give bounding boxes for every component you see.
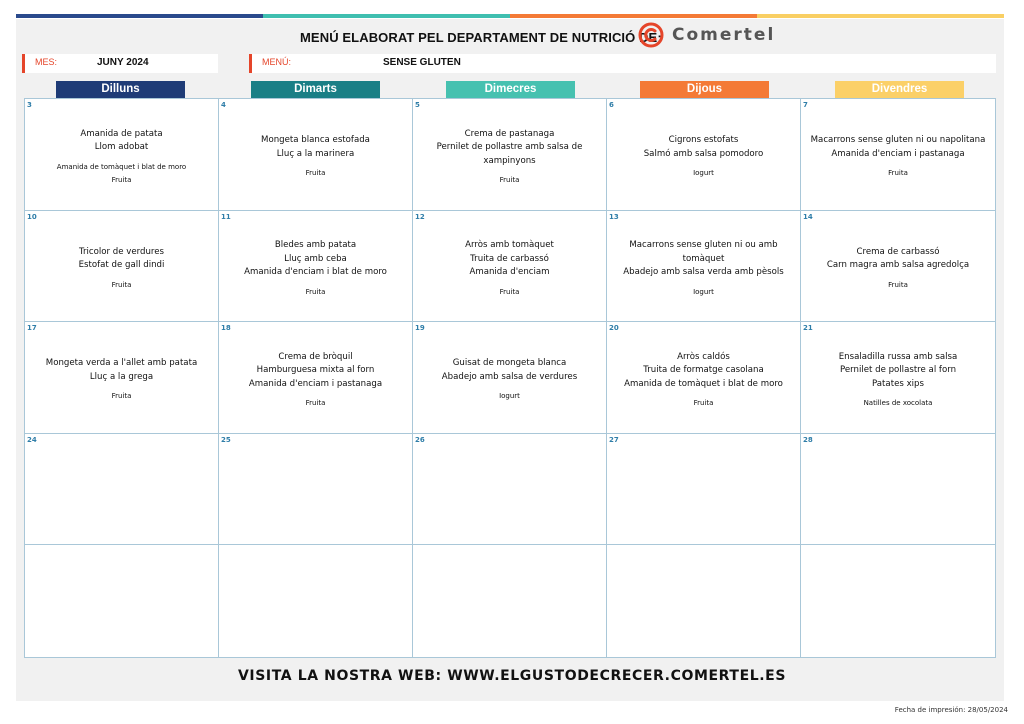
- dish-item: Lluç a la marinera: [276, 148, 355, 159]
- menu-type-field: [249, 54, 996, 73]
- dish-item: Crema de carbassó: [856, 246, 940, 257]
- dish-item: Abadejo amb salsa verda amb pèsols: [623, 267, 784, 278]
- month-value: JUNY 2024: [97, 57, 149, 68]
- dish-item: Hamburguesa mixta al forn: [256, 365, 375, 376]
- day-menu: [417, 545, 602, 657]
- day-cell: [801, 545, 995, 657]
- day-menu: [805, 211, 991, 322]
- day-number: 27: [609, 435, 619, 444]
- day-cell: [801, 99, 995, 211]
- weekday-wednesday: Dimecres: [446, 81, 575, 98]
- dish-item: Amanida d'enciam: [469, 267, 550, 278]
- dish-item: Lluç a la grega: [89, 371, 154, 382]
- page-title: MENÚ ELABORAT PEL DEPARTAMENT DE NUTRICIÓ DE:: [300, 30, 662, 45]
- dish-item: Pernilet de pollastre al forn: [839, 365, 957, 376]
- day-cell: [219, 211, 413, 323]
- day-menu: [223, 545, 408, 657]
- day-cell: [801, 434, 995, 546]
- stripe-blue: [16, 14, 263, 18]
- day-cell: [607, 545, 801, 657]
- dessert-item: Fruita: [111, 280, 132, 289]
- day-menu: [29, 211, 214, 322]
- dessert-item: Fruita: [111, 175, 132, 184]
- weekday-header-row: [24, 81, 996, 98]
- day-menu: [417, 211, 602, 322]
- dessert-item: Fruita: [305, 169, 326, 178]
- dish-item: Crema de pastanaga: [464, 128, 555, 139]
- month-field: [22, 54, 218, 73]
- dessert-item: Fruita: [888, 169, 908, 178]
- day-number: 7: [803, 101, 808, 109]
- day-number: 17: [27, 324, 37, 333]
- day-menu: [223, 322, 408, 433]
- day-cell: [219, 322, 413, 434]
- day-cell: [219, 545, 413, 657]
- day-number: 21: [803, 324, 813, 333]
- day-menu: [805, 322, 991, 433]
- day-number: 24: [27, 435, 37, 444]
- day-number: 4: [221, 101, 226, 109]
- day-number: 28: [803, 435, 813, 444]
- day-cell: [413, 545, 607, 657]
- dish-item: Ensaladilla russa amb salsa: [838, 351, 958, 362]
- day-cell: [413, 211, 607, 323]
- day-cell: [607, 434, 801, 546]
- day-menu: [805, 434, 991, 545]
- dish-item: Salmó amb salsa pomodoro: [643, 148, 764, 159]
- day-menu: [611, 545, 796, 657]
- dessert-item: Amanida de tomàquet i blat de moro: [56, 162, 187, 171]
- dish-item: Guisat de mongeta blanca: [452, 358, 567, 369]
- day-cell: [607, 211, 801, 323]
- dish-item: Lluç amb ceba: [284, 253, 347, 264]
- dish-item: Amanida d'enciam i blat de moro: [244, 267, 387, 278]
- dish-item: Macarrons sense gluten ni ou amb tomàquet: [629, 240, 778, 264]
- day-cell: [413, 434, 607, 546]
- menu-type-value: SENSE GLUTEN: [383, 57, 461, 68]
- dish-item: Amanida de patata: [80, 128, 163, 139]
- dish-item: Arròs caldós: [677, 351, 730, 362]
- dish-item: Patates xips: [872, 378, 924, 389]
- dish-item: Mongeta blanca estofada: [261, 135, 370, 146]
- day-number: 13: [609, 212, 619, 221]
- day-menu: [611, 99, 796, 210]
- print-date: Fecha de impresión: 28/05/2024: [894, 706, 1008, 714]
- day-menu: [417, 434, 602, 545]
- day-cell: [413, 322, 607, 434]
- day-number: 26: [415, 435, 425, 444]
- dish-item: Macarrons sense gluten ni ou napolitana: [810, 135, 986, 146]
- dish-item: Bledes amb patata: [274, 240, 357, 251]
- logo-text: Comertel: [672, 25, 776, 45]
- day-menu: [805, 545, 991, 657]
- day-menu: [223, 211, 408, 322]
- day-menu: [611, 434, 796, 545]
- day-menu: [805, 99, 991, 210]
- day-cell: [801, 322, 995, 434]
- day-number: 20: [609, 324, 619, 333]
- top-color-stripes: [16, 14, 1004, 18]
- dessert-item: Fruita: [305, 399, 326, 408]
- dish-item: Carn magra amb salsa agredolça: [826, 260, 970, 271]
- day-menu: [417, 99, 602, 210]
- day-menu: [611, 322, 796, 433]
- dessert-item: Fruita: [693, 399, 714, 408]
- menu-type-label: MENÚ:: [262, 57, 291, 67]
- day-number: 5: [415, 101, 420, 109]
- dish-item: Abadejo amb salsa de verdures: [441, 371, 578, 382]
- day-number: 6: [609, 101, 614, 109]
- day-number: 25: [221, 435, 231, 444]
- weekday-monday: Dilluns: [56, 81, 185, 98]
- dish-item: Truita de carbassó: [470, 253, 549, 264]
- dessert-item: Fruita: [499, 176, 520, 185]
- day-menu: [29, 322, 214, 433]
- stripe-teal: [263, 14, 510, 18]
- day-cell: [25, 545, 219, 657]
- day-number: 14: [803, 212, 813, 221]
- day-cell: [25, 211, 219, 323]
- weekday-friday: Divendres: [835, 81, 964, 98]
- dessert-item: Iogurt: [693, 169, 714, 178]
- dessert-item: Fruita: [499, 287, 520, 296]
- dessert-item: Fruita: [305, 287, 326, 296]
- weekday-thursday: Dijous: [640, 81, 769, 98]
- comertel-logo: [638, 22, 775, 48]
- calendar-grid: [24, 98, 996, 658]
- day-menu: [223, 99, 408, 210]
- dish-item: Amanida de tomàquet i blat de moro: [624, 378, 783, 389]
- day-menu: [417, 322, 602, 433]
- day-cell: [25, 434, 219, 546]
- day-cell: [219, 99, 413, 211]
- website-footer: VISITA LA NOSTRA WEB: WWW.ELGUSTODECRECER.COMERTEL.ES: [237, 668, 787, 684]
- dessert-item: Natilles de xocolata: [863, 399, 933, 408]
- dish-item: Amanida d'enciam i pastanaga: [248, 378, 383, 389]
- day-number: 18: [221, 324, 231, 333]
- day-cell: [607, 99, 801, 211]
- dish-item: Estofat de gall dindi: [78, 260, 165, 271]
- day-cell: [413, 99, 607, 211]
- day-cell: [219, 434, 413, 546]
- day-cell: [25, 322, 219, 434]
- weekday-tuesday: Dimarts: [251, 81, 380, 98]
- dish-item: Tricolor de verdures: [78, 246, 165, 257]
- day-number: 11: [221, 212, 231, 221]
- dish-item: Cigrons estofats: [668, 135, 739, 146]
- dessert-item: Iogurt: [499, 392, 520, 401]
- dish-item: Pernilet de pollastre amb salsa de xampinyons: [436, 142, 583, 166]
- stripe-orange: [510, 14, 757, 18]
- day-cell: [25, 99, 219, 211]
- dessert-item: Iogurt: [693, 287, 714, 296]
- comertel-c-icon: [638, 22, 664, 48]
- dish-item: Mongeta verda a l'allet amb patata: [45, 358, 198, 369]
- dessert-item: Fruita: [111, 392, 132, 401]
- stripe-yellow: [757, 14, 1004, 18]
- dish-item: Crema de bròquil: [278, 351, 353, 362]
- day-cell: [607, 322, 801, 434]
- day-menu: [29, 545, 214, 657]
- dish-item: Truita de formatge casolana: [643, 365, 764, 376]
- dish-item: Amanida d'enciam i pastanaga: [831, 148, 965, 159]
- dessert-item: Fruita: [888, 280, 908, 289]
- day-menu: [223, 434, 408, 545]
- dish-item: Arròs amb tomàquet: [465, 240, 554, 251]
- day-menu: [29, 434, 214, 545]
- day-number: 3: [27, 101, 32, 109]
- day-menu: [29, 99, 214, 210]
- day-number: 12: [415, 212, 425, 221]
- day-number: 10: [27, 212, 37, 221]
- day-menu: [611, 211, 796, 322]
- month-label: MES:: [35, 57, 58, 67]
- day-cell: [801, 211, 995, 323]
- dish-item: Llom adobat: [94, 142, 149, 153]
- day-number: 19: [415, 324, 425, 333]
